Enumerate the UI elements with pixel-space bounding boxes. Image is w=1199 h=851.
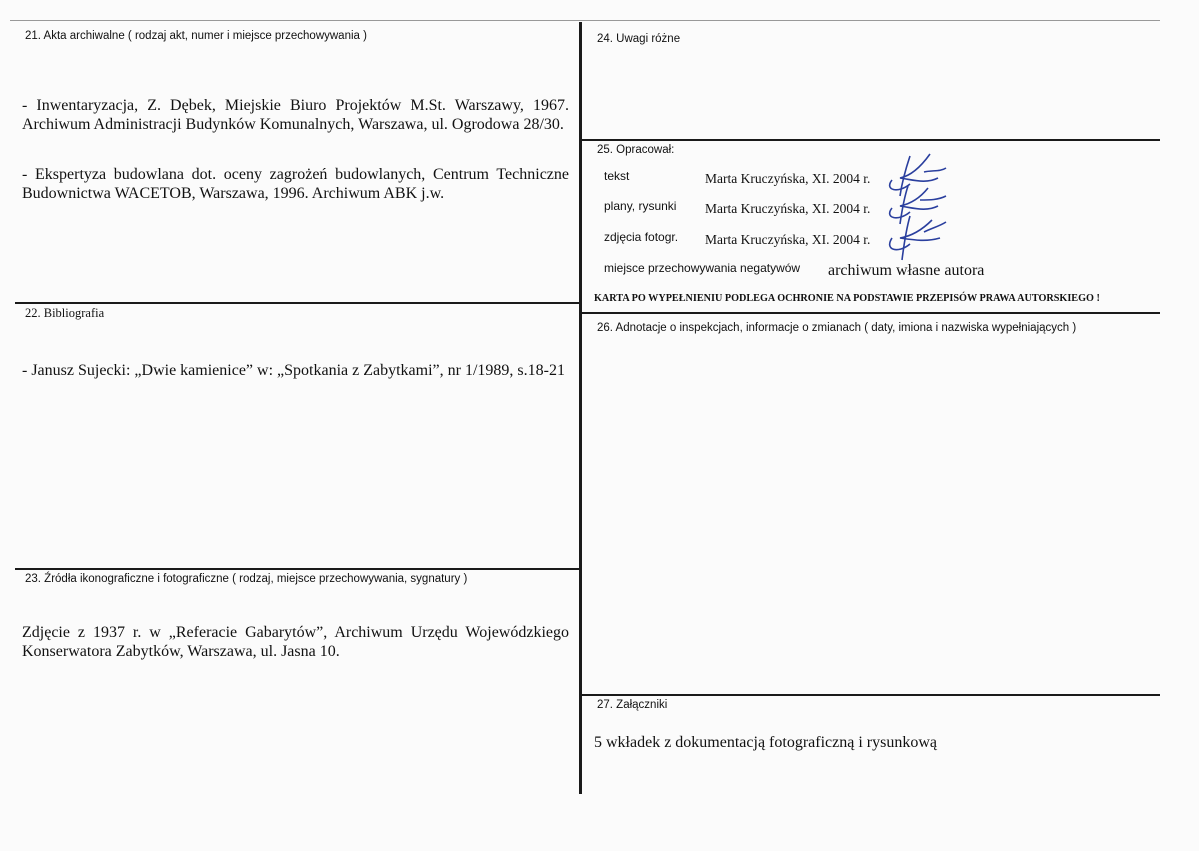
divider-22-23 xyxy=(15,568,579,570)
divider-24-25 xyxy=(582,139,1160,141)
section-21-heading: 21. Akta archiwalne ( rodzaj akt, numer i miejsce przechowywania ) xyxy=(25,30,367,42)
row-value-plans: Marta Kruczyńska, XI. 2004 r. xyxy=(705,201,871,216)
copyright-notice: KARTA PO WYPEŁNIENIU PODLEGA OCHRONIE NA PODSTAWIE PRZEPISÓW PRAWA AUTORSKIEGO ! xyxy=(594,293,1100,304)
section-21-entry: - Inwentaryzacja, Z. Dębek, Miejskie Biuro Projektów M.St. Warszawy, 1967. Archiwum Administracji Budynków Komunalnych, Warszawa, ul. Ogrodowa 28/30. xyxy=(22,97,569,133)
section-23-heading: 23. Źródła ikonograficzne i fotograficzne ( rodzaj, miejsce przechowywania, sygnatury ) xyxy=(25,573,468,585)
section-23-entry: Zdjęcie z 1937 r. w „Referacie Gabarytów”, Archiwum Urzędu Wojewódzkiego Konserwatora Zabytków, Warszawa, ul. Jasna 10. xyxy=(22,624,569,660)
section-27-content: 5 wkładek z dokumentacją fotograficzną i rysunkową xyxy=(594,734,937,751)
section-24-heading: 24. Uwagi różne xyxy=(597,33,681,45)
divider-26-27 xyxy=(582,694,1160,696)
row-label-text: tekst xyxy=(604,169,630,183)
row-label-plans: plany, rysunki xyxy=(604,199,677,213)
divider-25-26 xyxy=(582,312,1160,314)
section-25-heading: 25. Opracował: xyxy=(597,144,675,156)
section-22-heading: 22. Bibliografia xyxy=(25,306,105,320)
storage-value: archiwum własne autora xyxy=(828,262,985,279)
storage-label: miejsce przechowywania negatywów xyxy=(604,261,801,275)
top-border xyxy=(10,20,1160,21)
divider-21-22 xyxy=(15,302,579,304)
row-value-text: Marta Kruczyńska, XI. 2004 r. xyxy=(705,171,871,186)
center-divider xyxy=(579,22,582,794)
section-21-entry: - Ekspertyza budowlana dot. oceny zagrożeń budowlanych, Centrum Techniczne Budownictwa WACETOB, Warszawa, 1996. Archiwum ABK j.w. xyxy=(22,166,569,202)
row-label-photos: zdjęcia fotogr. xyxy=(604,230,679,244)
section-22-entry: - Janusz Sujecki: „Dwie kamienice” w: „Spotkania z Zabytkami”, nr 1/1989, s.18-21 xyxy=(22,362,565,379)
signature-mark xyxy=(880,212,950,262)
row-value-photos: Marta Kruczyńska, XI. 2004 r. xyxy=(705,232,871,247)
section-26-heading: 26. Adnotacje o inspekcjach, informacje o zmianach ( daty, imiona i nazwiska wypełniających ) xyxy=(597,322,1077,334)
section-27-heading: 27. Załączniki xyxy=(597,699,668,711)
